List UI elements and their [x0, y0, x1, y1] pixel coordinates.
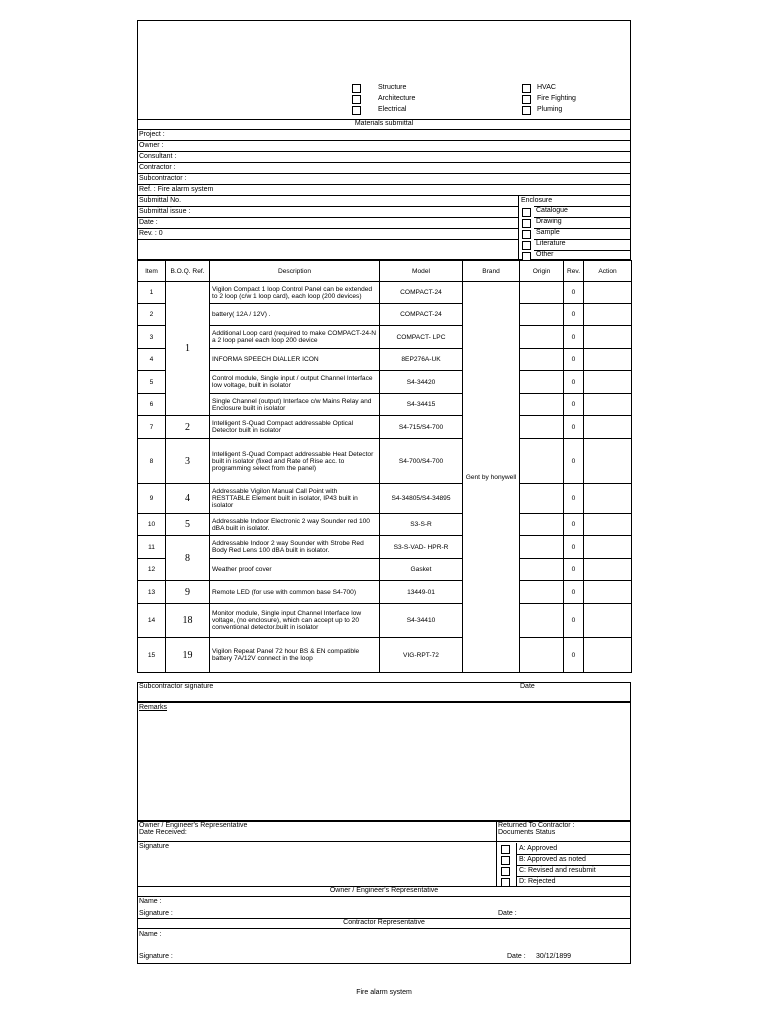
structure-label: Structure [378, 84, 407, 91]
boq-cell: 1 [166, 282, 210, 416]
item-cell: 15 [138, 638, 166, 673]
description-cell: Control module, Single input / output Channel Interface low voltage, built in isolator [210, 371, 380, 394]
description-cell: Intelligent S-Quad Compact addressable Optical Detector built in isolator [210, 416, 380, 439]
returned-label: Returned To Contractor : [498, 822, 575, 829]
item-cell: 8 [138, 439, 166, 484]
ref-label: Ref. : Fire alarm system [139, 186, 214, 193]
rev-cell: 0 [564, 394, 584, 416]
catalogue-label: Catalogue [536, 207, 568, 214]
description-cell: Addressable Vigilon Manual Call Point with RESTTABLE Element built in isolator, IP43 built in isolator [210, 484, 380, 514]
model-cell: COMPACT-24 [380, 282, 463, 304]
contractor-date-value: 30/12/1899 [536, 953, 572, 960]
item-cell: 5 [138, 371, 166, 394]
table-row [138, 304, 632, 326]
contractor-date-label: Date : [507, 953, 526, 960]
col-rev: Rev. [564, 261, 584, 282]
fire-fighting-checkbox[interactable] [522, 95, 531, 104]
boq-cell: 9 [166, 581, 210, 604]
table-row [138, 394, 632, 416]
rev-cell: 0 [564, 514, 584, 536]
submittal-no-label: Submittal No. [139, 197, 182, 204]
hvac-checkbox[interactable] [522, 84, 531, 93]
item-cell: 4 [138, 349, 166, 371]
table-row [138, 439, 632, 484]
signature-label: Signature [139, 843, 169, 850]
model-cell: S4-34415 [380, 394, 463, 416]
description-cell: Single Channel (output) Interface c/w Mains Relay and Enclosure built in isolator [210, 394, 380, 416]
rev-cell: 0 [564, 439, 584, 484]
boq-cell: 2 [166, 416, 210, 439]
status-approved-as-noted: B: Approved as noted [519, 856, 586, 863]
rev-cell: 0 [564, 559, 584, 581]
origin-cell [520, 559, 564, 581]
other-label: Other [536, 251, 554, 258]
action-cell [584, 484, 632, 514]
item-cell: 3 [138, 326, 166, 349]
action-cell [584, 371, 632, 394]
action-cell [584, 559, 632, 581]
rev-cell: 0 [564, 638, 584, 673]
table-row [138, 514, 632, 536]
origin-cell [520, 638, 564, 673]
contractor-rep-title: Contractor Representative [343, 919, 425, 926]
col-boq: B.O.Q. Ref. [166, 261, 210, 282]
description-cell: Weather proof cover [210, 559, 380, 581]
status-revise-resubmit: C: Revised and resubmit [519, 867, 596, 874]
col-description: Description [210, 261, 380, 282]
description-cell: Monitor module, Single input Channel Interface low voltage, (no enclosure), which can accept up to 20 conventional detector.built in isolator [210, 604, 380, 638]
col-model: Model [380, 261, 463, 282]
origin-cell [520, 536, 564, 559]
documents-status-label: Documents Status [498, 829, 556, 836]
boq-cell: 8 [166, 536, 210, 581]
hvac-label: HVAC [537, 84, 556, 91]
rev-label: Rev. : 0 [139, 230, 163, 237]
origin-cell [520, 326, 564, 349]
rev-cell: 0 [564, 371, 584, 394]
contractor-name-label: Name : [139, 931, 162, 938]
owner-date-label: Date : [498, 910, 517, 917]
subcontractor-date-label: Date [520, 683, 535, 690]
item-cell: 2 [138, 304, 166, 326]
origin-cell [520, 349, 564, 371]
drawing-checkbox[interactable] [522, 219, 531, 228]
electrical-label: Electrical [378, 106, 407, 113]
structure-checkbox[interactable] [352, 84, 361, 93]
description-cell: Addressable Indoor 2 way Sounder with Strobe Red Body Red Lens 100 dBA built in isolator. [210, 536, 380, 559]
origin-cell [520, 484, 564, 514]
description-cell: battery( 12A / 12V) . [210, 304, 380, 326]
model-cell: S4-700/S4-700 [380, 439, 463, 484]
remarks-label: Remarks [139, 704, 168, 711]
boq-cell: 5 [166, 514, 210, 536]
owner-label: Owner : [139, 142, 164, 149]
item-cell: 9 [138, 484, 166, 514]
description-cell: Intelligent S-Quad Compact addressable Heat Detector built in isolator (fixed and Rate of Rise acc. to programming select from the panel) [210, 439, 380, 484]
action-cell [584, 604, 632, 638]
model-cell: Gasket [380, 559, 463, 581]
col-brand: Brand [463, 261, 520, 282]
catalogue-checkbox[interactable] [522, 208, 531, 217]
electrical-checkbox[interactable] [352, 106, 361, 115]
origin-cell [520, 282, 564, 304]
item-cell: 10 [138, 514, 166, 536]
action-cell [584, 304, 632, 326]
consultant-label: Consultant : [139, 153, 177, 160]
origin-cell [520, 439, 564, 484]
table-row [138, 371, 632, 394]
remarks-box [137, 702, 631, 821]
action-cell [584, 349, 632, 371]
items-table [137, 260, 632, 673]
table-row [138, 416, 632, 439]
action-cell [584, 439, 632, 484]
architecture-label: Architecture [378, 95, 416, 102]
date-label: Date : [139, 219, 158, 226]
submittal-issue-label: Submittal issue : [139, 208, 191, 215]
owner-signature-label: Signature : [139, 910, 173, 917]
model-cell: VIG-RPT-72 [380, 638, 463, 673]
table-row [138, 484, 632, 514]
sample-label: Sample [536, 229, 560, 236]
action-cell [584, 416, 632, 439]
item-cell: 11 [138, 536, 166, 559]
description-cell: INFORMA SPEECH DIALLER ICON [210, 349, 380, 371]
model-cell: 13449-01 [380, 581, 463, 604]
item-cell: 13 [138, 581, 166, 604]
item-cell: 6 [138, 394, 166, 416]
description-cell: Vigilon Compact 1 loop Control Panel can be extended to 2 loop (c/w 1 loop card), each loop (200 devices) [210, 282, 380, 304]
approved-as-noted-checkbox[interactable] [501, 856, 510, 865]
sample-checkbox[interactable] [522, 230, 531, 239]
table-row [138, 604, 632, 638]
rev-cell: 0 [564, 581, 584, 604]
approved-checkbox[interactable] [501, 845, 510, 854]
rev-cell: 0 [564, 416, 584, 439]
table-row [138, 581, 632, 604]
model-cell: S3-S-R [380, 514, 463, 536]
status-rejected: D: Rejected [519, 878, 556, 885]
brand-cell: Gent by honywell [463, 282, 520, 673]
action-cell [584, 638, 632, 673]
rev-cell: 0 [564, 536, 584, 559]
col-item: Item [138, 261, 166, 282]
col-action: Action [584, 261, 632, 282]
owner-name-label: Name : [139, 898, 162, 905]
action-cell [584, 536, 632, 559]
model-cell: S4-34420 [380, 371, 463, 394]
item-cell: 14 [138, 604, 166, 638]
boq-cell: 4 [166, 484, 210, 514]
item-cell: 1 [138, 282, 166, 304]
item-cell: 7 [138, 416, 166, 439]
page-title: Materials submittal [354, 120, 414, 127]
rev-cell: 0 [564, 604, 584, 638]
description-cell: Additional Loop card (required to make COMPACT-24-N a 2 loop panel each loop 200 device [210, 326, 380, 349]
origin-cell [520, 514, 564, 536]
boq-cell: 3 [166, 439, 210, 484]
table-row [138, 326, 632, 349]
model-cell: COMPACT-24 [380, 304, 463, 326]
table-row [138, 638, 632, 673]
page-footer: Fire alarm system [356, 989, 412, 996]
origin-cell [520, 394, 564, 416]
subcontractor-signature-label: Subcontractor signature [139, 683, 214, 690]
table-row [138, 349, 632, 371]
subcontractor-label: Subcontractor : [139, 175, 187, 182]
table-row [138, 282, 632, 304]
rev-cell: 0 [564, 282, 584, 304]
action-cell [584, 581, 632, 604]
origin-cell [520, 304, 564, 326]
description-cell: Remote LED (for use with common base S4-700) [210, 581, 380, 604]
model-cell: S4-34410 [380, 604, 463, 638]
literature-checkbox[interactable] [522, 241, 531, 250]
boq-cell: 19 [166, 638, 210, 673]
action-cell [584, 514, 632, 536]
action-cell [584, 326, 632, 349]
origin-cell [520, 604, 564, 638]
rev-cell: 0 [564, 349, 584, 371]
architecture-checkbox[interactable] [352, 95, 361, 104]
action-cell [584, 282, 632, 304]
table-row [138, 559, 632, 581]
model-cell: S3-S-VAD- HPR-R [380, 536, 463, 559]
revise-resubmit-checkbox[interactable] [501, 867, 510, 876]
contractor-signature-label: Signature : [139, 953, 173, 960]
model-cell: S4-34805/S4-34895 [380, 484, 463, 514]
table-row [138, 536, 632, 559]
boq-cell: 18 [166, 604, 210, 638]
drawing-label: Drawing [536, 218, 562, 225]
date-received-label: Date Received: [139, 829, 187, 836]
description-cell: Addressable Indoor Electronic 2 way Sounder red 100 dBA built in isolator. [210, 514, 380, 536]
col-origin: Origin [520, 261, 564, 282]
contractor-label: Contractor : [139, 164, 176, 171]
description-cell: Vigilon Repeat Panel 72 hour BS & EN compatible battery 7A/12V connect in the loop [210, 638, 380, 673]
rev-cell: 0 [564, 304, 584, 326]
project-label: Project : [139, 131, 165, 138]
model-cell: S4-715/S4-700 [380, 416, 463, 439]
rev-cell: 0 [564, 326, 584, 349]
table-header-row [138, 261, 632, 282]
origin-cell [520, 416, 564, 439]
item-cell: 12 [138, 559, 166, 581]
status-approved: A: Approved [519, 845, 558, 852]
model-cell: COMPACT- LPC [380, 326, 463, 349]
fire-fighting-label: Fire Fighting [537, 95, 576, 102]
enclosure-label: Enclosure [521, 197, 553, 204]
action-cell [584, 394, 632, 416]
literature-label: Literature [536, 240, 566, 247]
owner-rep-title: Owner / Engineer's Representative [329, 887, 439, 894]
owner-rep-label: Owner / Engineer's Representative [139, 822, 248, 829]
rev-cell: 0 [564, 484, 584, 514]
origin-cell [520, 371, 564, 394]
pluming-label: Pluming [537, 106, 563, 113]
pluming-checkbox[interactable] [522, 106, 531, 115]
model-cell: 8EP276A-UK [380, 349, 463, 371]
origin-cell [520, 581, 564, 604]
